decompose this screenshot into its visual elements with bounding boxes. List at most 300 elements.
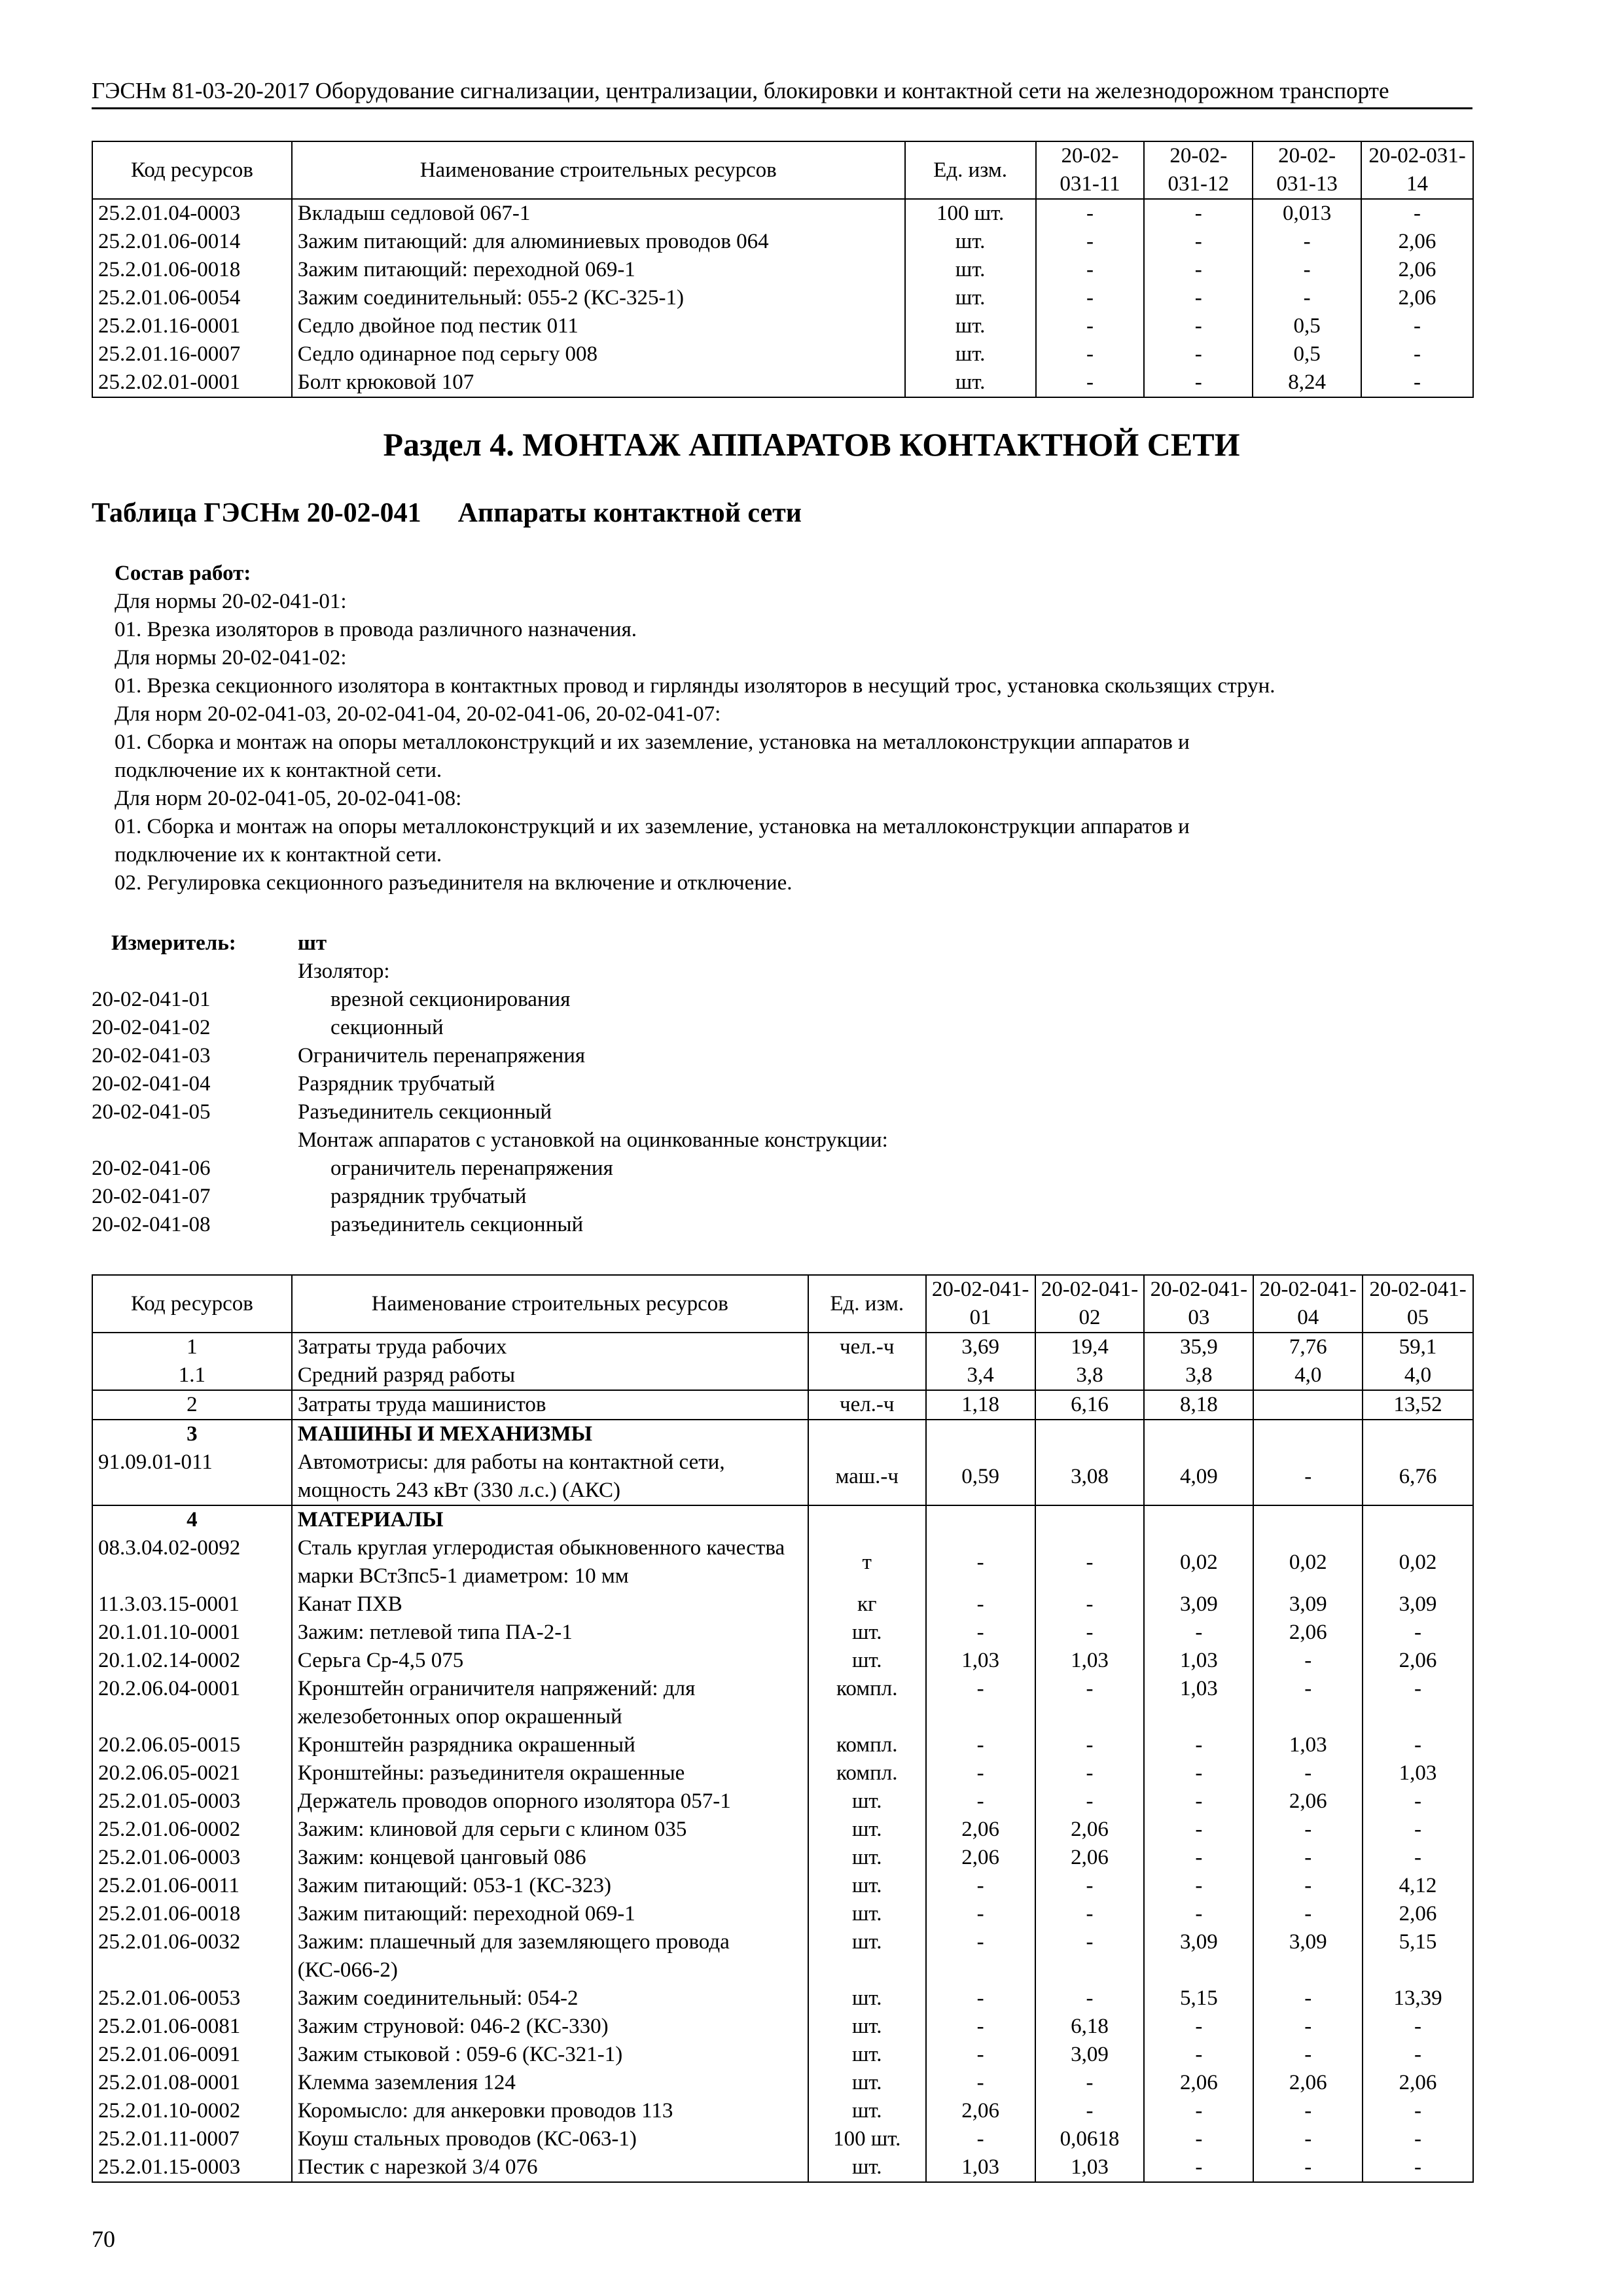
resource-unit: шт. bbox=[808, 2153, 926, 2182]
norm-value: - bbox=[1144, 1900, 1253, 1928]
resource-code: 1.1 bbox=[92, 1361, 292, 1390]
norm-value: - bbox=[1035, 1759, 1145, 1787]
resource-code: 25.2.01.16-0007 bbox=[92, 340, 292, 368]
table-row bbox=[92, 1647, 1473, 1675]
measure-code: 20-02-041-05 bbox=[92, 1100, 211, 1124]
table-row bbox=[92, 2041, 1473, 2069]
resource-name: Вкладыш седловой 067-1 bbox=[292, 199, 905, 228]
measure-text: врезной секционирования bbox=[330, 988, 571, 1011]
resource-unit: шт. bbox=[905, 312, 1036, 340]
resource-unit: чел.-ч bbox=[808, 1333, 926, 1361]
norm-value: - bbox=[1036, 312, 1145, 340]
table-row bbox=[92, 1333, 1473, 1361]
resource-code: 25.2.01.06-0018 bbox=[92, 256, 292, 284]
table-row bbox=[92, 2125, 1473, 2153]
table-row bbox=[92, 1928, 1473, 1984]
norm-value: 0,59 bbox=[926, 1448, 1035, 1505]
norm-value: - bbox=[1035, 1872, 1145, 1900]
norm-value: 2,06 bbox=[1253, 1787, 1363, 1816]
col-header-name: Наименование строительных ресурсов bbox=[292, 1275, 808, 1333]
resource-name: Зажим: клиновой для серьги с клином 035 bbox=[292, 1816, 808, 1844]
page-number: 70 bbox=[92, 2226, 115, 2252]
work-line: Для нормы 20-02-041-02: bbox=[115, 646, 347, 670]
page-header: ГЭСНм 81-03-20-2017 Оборудование сигнализации, централизации, блокировки и контактной сети на железнодорожном транспорте bbox=[92, 77, 1472, 109]
norm-value: 8,18 bbox=[1144, 1390, 1253, 1420]
resource-name: МАШИНЫ И МЕХАНИЗМЫ bbox=[292, 1420, 808, 1448]
norm-value: 0,02 bbox=[1363, 1534, 1473, 1590]
norm-value: - bbox=[1144, 256, 1253, 284]
resource-unit: шт. bbox=[808, 2013, 926, 2041]
norm-value: - bbox=[1253, 2097, 1363, 2125]
col-header-norm: 20-02-041-03 bbox=[1144, 1275, 1253, 1333]
resource-name: Автомотрисы: для работы на контактной сети, мощность 243 кВт (330 л.с.) (АКС) bbox=[292, 1448, 808, 1505]
measure-code: 20-02-041-01 bbox=[92, 988, 211, 1011]
measure-item bbox=[92, 1126, 1466, 1155]
resource-code: 1 bbox=[92, 1333, 292, 1361]
norm-value: - bbox=[926, 1534, 1035, 1590]
table-row bbox=[92, 2097, 1473, 2125]
col-header-code: Код ресурсов bbox=[92, 1275, 292, 1333]
resource-name: Затраты труда рабочих bbox=[292, 1333, 808, 1361]
resource-name: Затраты труда машинистов bbox=[292, 1390, 808, 1420]
resource-unit bbox=[808, 1361, 926, 1390]
resource-name: Зажим стыковой : 059-6 (КС-321-1) bbox=[292, 2041, 808, 2069]
section-title: Раздел 4. МОНТАЖ АППАРАТОВ КОНТАКТНОЙ СЕТИ bbox=[383, 426, 1240, 463]
measure-text: секционный bbox=[330, 1016, 444, 1039]
norm-value: - bbox=[1363, 2125, 1473, 2153]
norm-value: - bbox=[1363, 1619, 1473, 1647]
norm-value: - bbox=[926, 1787, 1035, 1816]
norm-value: 2,06 bbox=[1363, 1900, 1473, 1928]
resource-name: Серьга Ср-4,5 075 bbox=[292, 1647, 808, 1675]
measure-text: Монтаж аппаратов с установкой на оцинкованные конструкции: bbox=[298, 1128, 888, 1152]
resource-name: Клемма заземления 124 bbox=[292, 2069, 808, 2097]
resource-unit: шт. bbox=[808, 1647, 926, 1675]
resource-code: 25.2.01.08-0001 bbox=[92, 2069, 292, 2097]
norm-value: 3,69 bbox=[926, 1333, 1035, 1361]
norm-value: 1,03 bbox=[926, 1647, 1035, 1675]
resource-code: 25.2.01.06-0032 bbox=[92, 1928, 292, 1984]
norm-value: - bbox=[1035, 1787, 1145, 1816]
measure-item bbox=[92, 1042, 1466, 1070]
measure-code: 20-02-041-07 bbox=[92, 1185, 211, 1208]
col-header-norm: 20-02-031-11 bbox=[1036, 141, 1145, 199]
norm-value: 1,03 bbox=[1035, 1647, 1145, 1675]
norm-value: - bbox=[1361, 368, 1473, 397]
table-row bbox=[92, 1390, 1473, 1420]
resource-code: 4 bbox=[92, 1505, 292, 1534]
measure-label: Измеритель: bbox=[111, 931, 236, 955]
resource-code: 25.2.01.06-0053 bbox=[92, 1984, 292, 2013]
norm-value: 1,03 bbox=[926, 2153, 1035, 2182]
resource-code: 20.2.06.05-0021 bbox=[92, 1759, 292, 1787]
norm-value: 2,06 bbox=[1144, 2069, 1253, 2097]
resource-name: Пестик с нарезкой 3/4 076 bbox=[292, 2153, 808, 2182]
norm-value: 5,15 bbox=[1144, 1984, 1253, 2013]
resource-code: 20.2.06.05-0015 bbox=[92, 1731, 292, 1759]
norm-value: 1,18 bbox=[926, 1390, 1035, 1420]
measure-code: 20-02-041-04 bbox=[92, 1072, 211, 1096]
norm-value: - bbox=[1363, 1731, 1473, 1759]
resource-code: 20.2.06.04-0001 bbox=[92, 1675, 292, 1731]
table-row bbox=[92, 340, 1473, 368]
col-header-norm: 20-02-041-05 bbox=[1363, 1275, 1473, 1333]
norm-value: - bbox=[1035, 1590, 1145, 1619]
norm-value: - bbox=[926, 2069, 1035, 2097]
norm-value: 6,18 bbox=[1035, 2013, 1145, 2041]
resource-name: Болт крюковой 107 bbox=[292, 368, 905, 397]
work-composition bbox=[115, 560, 1476, 897]
norm-value: 19,4 bbox=[1035, 1333, 1145, 1361]
norm-value bbox=[1144, 1505, 1253, 1534]
norm-value: 2,06 bbox=[1363, 1647, 1473, 1675]
measure-code bbox=[92, 1126, 298, 1155]
norm-value: 2,06 bbox=[1035, 1844, 1145, 1872]
table-row bbox=[92, 312, 1473, 340]
measure-text: разрядник трубчатый bbox=[330, 1185, 527, 1208]
norm-value: 13,39 bbox=[1363, 1984, 1473, 2013]
norm-value: 3,09 bbox=[1363, 1590, 1473, 1619]
table-header-row bbox=[92, 1275, 1473, 1333]
work-line: Для нормы 20-02-041-01: bbox=[115, 590, 347, 613]
norm-value: 1,03 bbox=[1144, 1675, 1253, 1731]
measure-text: Разъединитель секционный bbox=[298, 1100, 552, 1124]
norm-value: - bbox=[1144, 2125, 1253, 2153]
norm-value: - bbox=[1144, 2041, 1253, 2069]
norm-value bbox=[926, 1505, 1035, 1534]
resources-table-041 bbox=[92, 1274, 1474, 2183]
norm-value: 2,06 bbox=[1361, 256, 1473, 284]
norm-value: - bbox=[1253, 256, 1361, 284]
norm-value bbox=[1363, 1420, 1473, 1448]
resource-name: Держатель проводов опорного изолятора 057-1 bbox=[292, 1787, 808, 1816]
table-row bbox=[92, 1420, 1473, 1448]
norm-value: 0,0618 bbox=[1035, 2125, 1145, 2153]
table-row bbox=[92, 1675, 1473, 1731]
norm-value: - bbox=[1035, 1900, 1145, 1928]
resource-name: Зажим соединительный: 055-2 (КС-325-1) bbox=[292, 284, 905, 312]
norm-value bbox=[1035, 1505, 1145, 1534]
table-row bbox=[92, 256, 1473, 284]
norm-value: - bbox=[1363, 2041, 1473, 2069]
table-row bbox=[92, 1619, 1473, 1647]
table-row bbox=[92, 2013, 1473, 2041]
resource-code: 25.2.01.06-0011 bbox=[92, 1872, 292, 1900]
norm-value: - bbox=[926, 1928, 1035, 1984]
table-title bbox=[92, 497, 802, 529]
table-row bbox=[92, 1361, 1473, 1390]
norm-value: - bbox=[1036, 199, 1145, 228]
norm-value: 13,52 bbox=[1363, 1390, 1473, 1420]
resource-unit: шт. bbox=[808, 2097, 926, 2125]
norm-value: - bbox=[1253, 2013, 1363, 2041]
norm-value: 1,03 bbox=[1144, 1647, 1253, 1675]
norm-value: 2,06 bbox=[1253, 1619, 1363, 1647]
resource-name: Кронштейны: разъединителя окрашенные bbox=[292, 1759, 808, 1787]
resources-table-031 bbox=[92, 141, 1474, 398]
measure-code: 20-02-041-03 bbox=[92, 1044, 211, 1067]
norm-value: - bbox=[1144, 1759, 1253, 1787]
norm-value: 3,08 bbox=[1035, 1448, 1145, 1505]
norm-value: 3,09 bbox=[1035, 2041, 1145, 2069]
table-row bbox=[92, 284, 1473, 312]
resource-code: 25.2.01.15-0003 bbox=[92, 2153, 292, 2182]
norm-value: - bbox=[1035, 1619, 1145, 1647]
col-header-code: Код ресурсов bbox=[92, 141, 292, 199]
resource-unit: шт. bbox=[808, 1984, 926, 2013]
resource-name: Зажим соединительный: 054-2 bbox=[292, 1984, 808, 2013]
norm-value: - bbox=[926, 1900, 1035, 1928]
norm-value: - bbox=[1035, 2097, 1145, 2125]
norm-value: - bbox=[1144, 340, 1253, 368]
resource-unit bbox=[808, 1420, 926, 1448]
norm-value: - bbox=[1144, 1816, 1253, 1844]
norm-value: - bbox=[1253, 1448, 1363, 1505]
measure-item bbox=[92, 1155, 1466, 1183]
norm-value: - bbox=[926, 1590, 1035, 1619]
resource-code: 25.2.02.01-0001 bbox=[92, 368, 292, 397]
work-line: 01. Врезка изоляторов в провода различного назначения. bbox=[115, 618, 637, 641]
resource-name: Седло двойное под пестик 011 bbox=[292, 312, 905, 340]
table-title-name: Аппараты контактной сети bbox=[457, 498, 802, 528]
work-line: подключение их к контактной сети. bbox=[115, 759, 442, 782]
measure-text: ограничитель перенапряжения bbox=[330, 1157, 613, 1180]
resource-unit: шт. bbox=[808, 2041, 926, 2069]
norm-value: - bbox=[1035, 1675, 1145, 1731]
norm-value: - bbox=[1363, 2097, 1473, 2125]
measure-item bbox=[92, 986, 1466, 1014]
table-row bbox=[92, 1816, 1473, 1844]
work-label: Состав работ: bbox=[115, 562, 251, 585]
resource-unit: шт. bbox=[808, 1844, 926, 1872]
norm-value: - bbox=[1253, 1759, 1363, 1787]
norm-value: 3,09 bbox=[1144, 1590, 1253, 1619]
measure-code: 20-02-041-08 bbox=[92, 1213, 211, 1236]
norm-value: 0,013 bbox=[1253, 199, 1361, 228]
norm-value: 3,8 bbox=[1035, 1361, 1145, 1390]
resource-unit: маш.-ч bbox=[808, 1448, 926, 1505]
norm-value: - bbox=[1253, 2041, 1363, 2069]
resource-name: Зажим струновой: 046-2 (КС-330) bbox=[292, 2013, 808, 2041]
norm-value: - bbox=[926, 1675, 1035, 1731]
resource-name: Кронштейн ограничителя напряжений: для железобетонных опор окрашенный bbox=[292, 1675, 808, 1731]
norm-value: - bbox=[1363, 1844, 1473, 1872]
resource-unit: т bbox=[808, 1534, 926, 1590]
norm-value: - bbox=[1253, 228, 1361, 256]
resource-unit: 100 шт. bbox=[808, 2125, 926, 2153]
resource-name: Зажим: плашечный для заземляющего провода (КС-066-2) bbox=[292, 1928, 808, 1984]
table-row bbox=[92, 228, 1473, 256]
norm-value: - bbox=[1036, 228, 1145, 256]
work-line: 01. Сборка и монтаж на опоры металлоконструкций и их заземление, установка на металлоконструкции аппаратов и bbox=[115, 815, 1190, 838]
norm-value: - bbox=[926, 1759, 1035, 1787]
resource-code: 25.2.01.06-0091 bbox=[92, 2041, 292, 2069]
resource-code: 2 bbox=[92, 1390, 292, 1420]
norm-value: 3,4 bbox=[926, 1361, 1035, 1390]
table-row bbox=[92, 1984, 1473, 2013]
col-header-norm: 20-02-041-02 bbox=[1035, 1275, 1145, 1333]
norm-value: - bbox=[926, 1872, 1035, 1900]
norm-value: - bbox=[1144, 2153, 1253, 2182]
work-line: подключение их к контактной сети. bbox=[115, 843, 442, 867]
norm-value bbox=[926, 1420, 1035, 1448]
norm-value: - bbox=[1144, 1787, 1253, 1816]
norm-value: 1,03 bbox=[1035, 2153, 1145, 2182]
norm-value: 2,06 bbox=[1361, 284, 1473, 312]
norm-value: 3,09 bbox=[1144, 1928, 1253, 1984]
resource-unit: шт. bbox=[808, 1787, 926, 1816]
norm-value: - bbox=[1035, 1928, 1145, 1984]
norm-value: - bbox=[1144, 312, 1253, 340]
measure-item bbox=[92, 1098, 1466, 1126]
table-row bbox=[92, 199, 1473, 228]
norm-value: - bbox=[1035, 1534, 1145, 1590]
col-header-norm: 20-02-031-14 bbox=[1361, 141, 1473, 199]
work-line: 02. Регулировка секционного разъединителя на включение и отключение. bbox=[115, 871, 793, 895]
resource-name: Кронштейн разрядника окрашенный bbox=[292, 1731, 808, 1759]
resource-code: 25.2.01.10-0002 bbox=[92, 2097, 292, 2125]
table-row bbox=[92, 1759, 1473, 1787]
norm-value: - bbox=[1035, 1731, 1145, 1759]
norm-value: - bbox=[1253, 1675, 1363, 1731]
measure-block bbox=[92, 929, 1466, 1239]
resource-name: МАТЕРИАЛЫ bbox=[292, 1505, 808, 1534]
resource-unit: шт. bbox=[905, 228, 1036, 256]
resource-name: Зажим питающий: переходной 069-1 bbox=[292, 256, 905, 284]
resource-unit: компл. bbox=[808, 1759, 926, 1787]
norm-value: - bbox=[926, 1984, 1035, 2013]
resource-code: 25.2.01.06-0014 bbox=[92, 228, 292, 256]
norm-value: - bbox=[1253, 284, 1361, 312]
table-row bbox=[92, 1731, 1473, 1759]
resource-unit: 100 шт. bbox=[905, 199, 1036, 228]
table-row bbox=[92, 1872, 1473, 1900]
resource-name: Коуш стальных проводов (КС-063-1) bbox=[292, 2125, 808, 2153]
norm-value: 4,09 bbox=[1144, 1448, 1253, 1505]
resource-unit: шт. bbox=[905, 340, 1036, 368]
col-header-unit: Ед. изм. bbox=[905, 141, 1036, 199]
table-row bbox=[92, 1590, 1473, 1619]
measure-text: Разрядник трубчатый bbox=[298, 1072, 495, 1096]
norm-value: - bbox=[1363, 1787, 1473, 1816]
norm-value: 0,02 bbox=[1253, 1534, 1363, 1590]
resource-code: 25.2.01.06-0018 bbox=[92, 1900, 292, 1928]
norm-value: 6,16 bbox=[1035, 1390, 1145, 1420]
resource-name: Коромысло: для анкеровки проводов 113 bbox=[292, 2097, 808, 2125]
norm-value: 0,5 bbox=[1253, 340, 1361, 368]
norm-value: - bbox=[1361, 312, 1473, 340]
norm-value: - bbox=[1144, 1619, 1253, 1647]
norm-value: 6,76 bbox=[1363, 1448, 1473, 1505]
resource-name: Зажим питающий: 053-1 (КС-323) bbox=[292, 1872, 808, 1900]
measure-item bbox=[92, 1211, 1466, 1239]
resource-unit bbox=[808, 1505, 926, 1534]
resource-code: 08.3.04.02-0092 bbox=[92, 1534, 292, 1590]
col-header-name: Наименование строительных ресурсов bbox=[292, 141, 905, 199]
norm-value: 0,02 bbox=[1144, 1534, 1253, 1590]
norm-value: 2,06 bbox=[926, 2097, 1035, 2125]
table-row bbox=[92, 368, 1473, 397]
resource-unit: шт. bbox=[808, 1816, 926, 1844]
resource-code: 25.2.01.05-0003 bbox=[92, 1787, 292, 1816]
norm-value: - bbox=[1144, 2097, 1253, 2125]
resource-code: 25.2.01.16-0001 bbox=[92, 312, 292, 340]
norm-value: - bbox=[926, 1619, 1035, 1647]
norm-value: - bbox=[1363, 2153, 1473, 2182]
work-line: Для норм 20-02-041-05, 20-02-041-08: bbox=[115, 787, 462, 810]
measure-text: Изолятор: bbox=[298, 960, 390, 983]
norm-value: - bbox=[1253, 1872, 1363, 1900]
work-line: 01. Сборка и монтаж на опоры металлоконструкций и их заземление, установка на металлоконструкции аппаратов и bbox=[115, 730, 1190, 754]
work-line: 01. Врезка секционного изолятора в контактных провод и гирлянды изоляторов в несущий трос, установка скользящих струн. bbox=[115, 674, 1275, 698]
resource-unit: шт. bbox=[808, 1872, 926, 1900]
measure-item bbox=[92, 1183, 1466, 1211]
norm-value: - bbox=[1253, 1844, 1363, 1872]
norm-value: - bbox=[926, 2041, 1035, 2069]
resource-name: Средний разряд работы bbox=[292, 1361, 808, 1390]
norm-value: - bbox=[1253, 1900, 1363, 1928]
measure-text: Ограничитель перенапряжения bbox=[298, 1044, 586, 1067]
norm-value: 2,06 bbox=[1363, 2069, 1473, 2097]
norm-value: - bbox=[1253, 2125, 1363, 2153]
resource-unit: кг bbox=[808, 1590, 926, 1619]
resource-name: Седло одинарное под серьгу 008 bbox=[292, 340, 905, 368]
resource-code: 25.2.01.06-0054 bbox=[92, 284, 292, 312]
resource-code: 3 bbox=[92, 1420, 292, 1448]
resource-unit: компл. bbox=[808, 1731, 926, 1759]
resource-code: 25.2.01.06-0003 bbox=[92, 1844, 292, 1872]
norm-value: - bbox=[1253, 1647, 1363, 1675]
col-header-norm: 20-02-031-13 bbox=[1253, 141, 1361, 199]
table-row bbox=[92, 1787, 1473, 1816]
resource-code: 20.1.02.14-0002 bbox=[92, 1647, 292, 1675]
norm-value: - bbox=[1035, 2069, 1145, 2097]
norm-value: - bbox=[1144, 199, 1253, 228]
norm-value: 5,15 bbox=[1363, 1928, 1473, 1984]
col-header-norm: 20-02-041-01 bbox=[926, 1275, 1035, 1333]
resource-unit: компл. bbox=[808, 1675, 926, 1731]
resource-name: Зажим питающий: переходной 069-1 bbox=[292, 1900, 808, 1928]
resource-code: 25.2.01.06-0081 bbox=[92, 2013, 292, 2041]
norm-value bbox=[1253, 1505, 1363, 1534]
norm-value: 4,0 bbox=[1253, 1361, 1363, 1390]
measure-code: 20-02-041-02 bbox=[92, 1016, 211, 1039]
norm-value: - bbox=[1253, 2153, 1363, 2182]
norm-value: - bbox=[1361, 340, 1473, 368]
norm-value: 2,06 bbox=[1361, 228, 1473, 256]
measure-code bbox=[92, 958, 298, 986]
norm-value: - bbox=[1361, 199, 1473, 228]
resource-name: Зажим: петлевой типа ПА-2-1 bbox=[292, 1619, 808, 1647]
table-row bbox=[92, 2069, 1473, 2097]
resource-code: 91.09.01-011 bbox=[92, 1448, 292, 1505]
norm-value bbox=[1253, 1420, 1363, 1448]
resource-code: 20.1.01.10-0001 bbox=[92, 1619, 292, 1647]
resource-unit: шт. bbox=[808, 1900, 926, 1928]
resource-code: 25.2.01.06-0002 bbox=[92, 1816, 292, 1844]
norm-value bbox=[1144, 1420, 1253, 1448]
resource-unit: шт. bbox=[808, 1928, 926, 1984]
table-header-row bbox=[92, 141, 1473, 199]
norm-value: 4,12 bbox=[1363, 1872, 1473, 1900]
col-header-norm: 20-02-041-04 bbox=[1253, 1275, 1363, 1333]
norm-value: - bbox=[1363, 1816, 1473, 1844]
norm-value: - bbox=[926, 2013, 1035, 2041]
norm-value: 0,5 bbox=[1253, 312, 1361, 340]
resource-code: 25.2.01.04-0003 bbox=[92, 199, 292, 228]
norm-value: 3,8 bbox=[1144, 1361, 1253, 1390]
norm-value: 2,06 bbox=[926, 1816, 1035, 1844]
